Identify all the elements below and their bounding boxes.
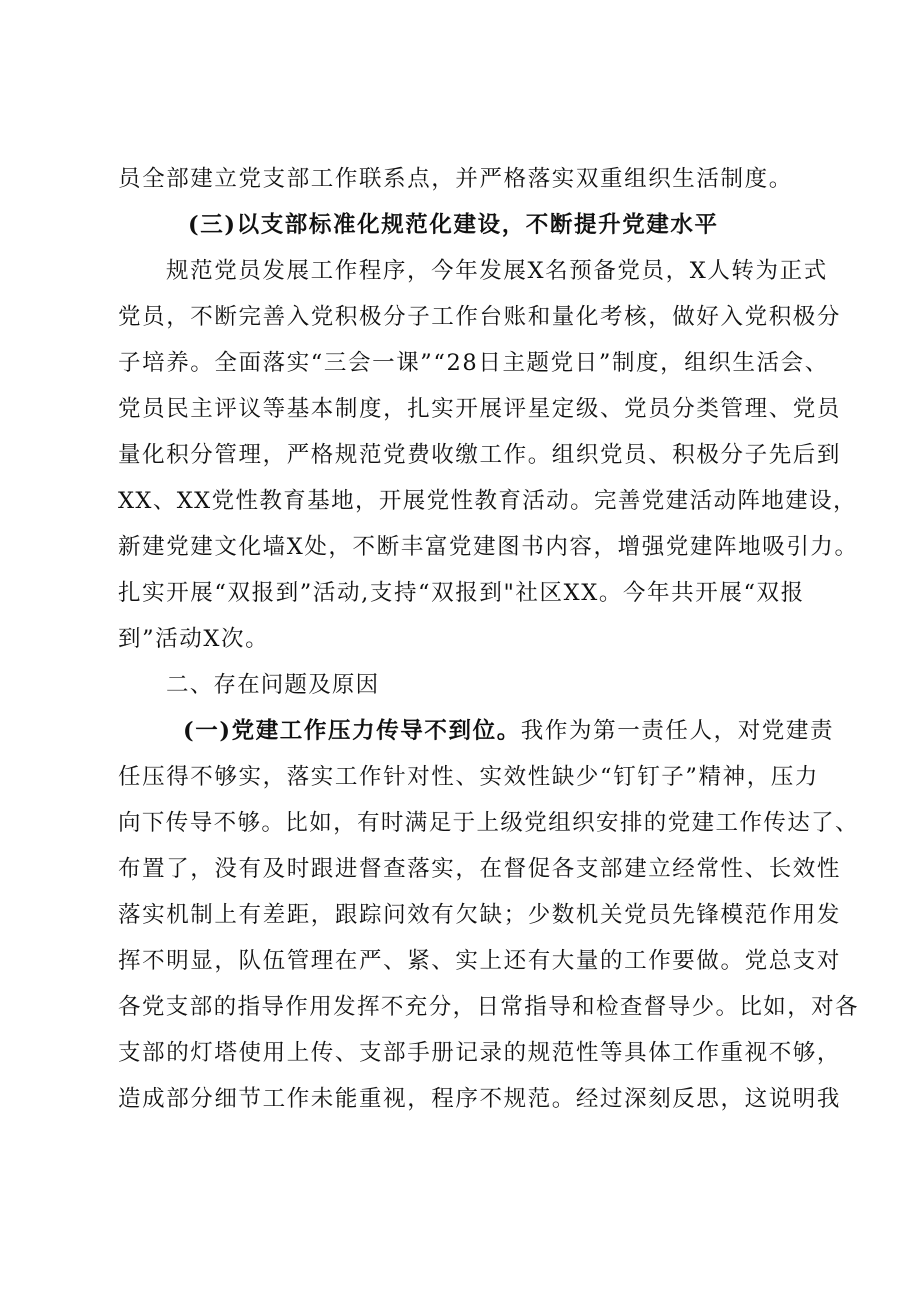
paragraph-line: 到”活动X次。 [118, 626, 270, 652]
chapter-heading: 二、存在问题及原因 [166, 672, 380, 698]
paragraph-line: 落实机制上有差距，跟踪问效有欠缺；少数机关党员先锋模范作用发 [118, 902, 842, 928]
paragraph-line: 党员，不断完善入党积极分子工作台账和量化考核，做好入党积极分 [118, 304, 842, 330]
paragraph-text: 我作为第一责任人，对党建责 [520, 718, 835, 744]
paragraph-line: 规范党员发展工作程序，今年发展X名预备党员，X人转为正式 [166, 258, 828, 284]
paragraph-line: 各党支部的指导作用发挥不充分，日常指导和检查督导少。比如，对各 [118, 994, 859, 1020]
subsection-heading-1: (一)党建工作压力传导不到位。 [183, 718, 521, 744]
paragraph-line: 员全部建立党支部工作联系点，并严格落实双重组织生活制度。 [118, 166, 793, 192]
section-heading-3: (三)以支部标准化规范化建设，不断提升党建水平 [188, 212, 719, 238]
paragraph-line: 挥不明显，队伍管理在严、紧、实上还有大量的工作要做。党总支对 [118, 948, 842, 974]
paragraph-line: 党员民主评议等基本制度，扎实开展评星定级、党员分类管理、党员 [118, 396, 842, 422]
paragraph-line: 任压得不够实，落实工作针对性、实效性缺少“钉钉子”精神，压力 [118, 764, 820, 790]
paragraph-line: 支部的灯塔使用上传、支部手册记录的规范性等具体工作重视不够， [118, 1040, 842, 1066]
paragraph-line: 布置了，没有及时跟进督查落实，在督促各支部建立经常性、长效性 [118, 856, 842, 882]
paragraph-line: 量化积分管理，严格规范党费收缴工作。组织党员、积极分子先后到 [118, 442, 842, 468]
paragraph-line: 扎实开展“双报到”活动,支持“双报到"社区XX。今年共开展“双报 [118, 580, 805, 606]
paragraph-line: 新建党建文化墙X处，不断丰富党建图书内容，增强党建阵地吸引力。 [118, 534, 859, 560]
paragraph-line: 子培养。全面落实“三会一课”“28日主题党日”制度，组织生活会、 [118, 350, 829, 376]
paragraph-line: 造成部分细节工作未能重视，程序不规范。经过深刻反思，这说明我 [118, 1086, 842, 1112]
paragraph-line [183, 716, 834, 746]
paragraph-line: XX、XX党性教育基地，开展党性教育活动。完善党建活动阵地建设， [118, 488, 857, 514]
paragraph-line: 向下传导不够。比如，有时满足于上级党组织安排的党建工作传达了、 [118, 810, 859, 836]
